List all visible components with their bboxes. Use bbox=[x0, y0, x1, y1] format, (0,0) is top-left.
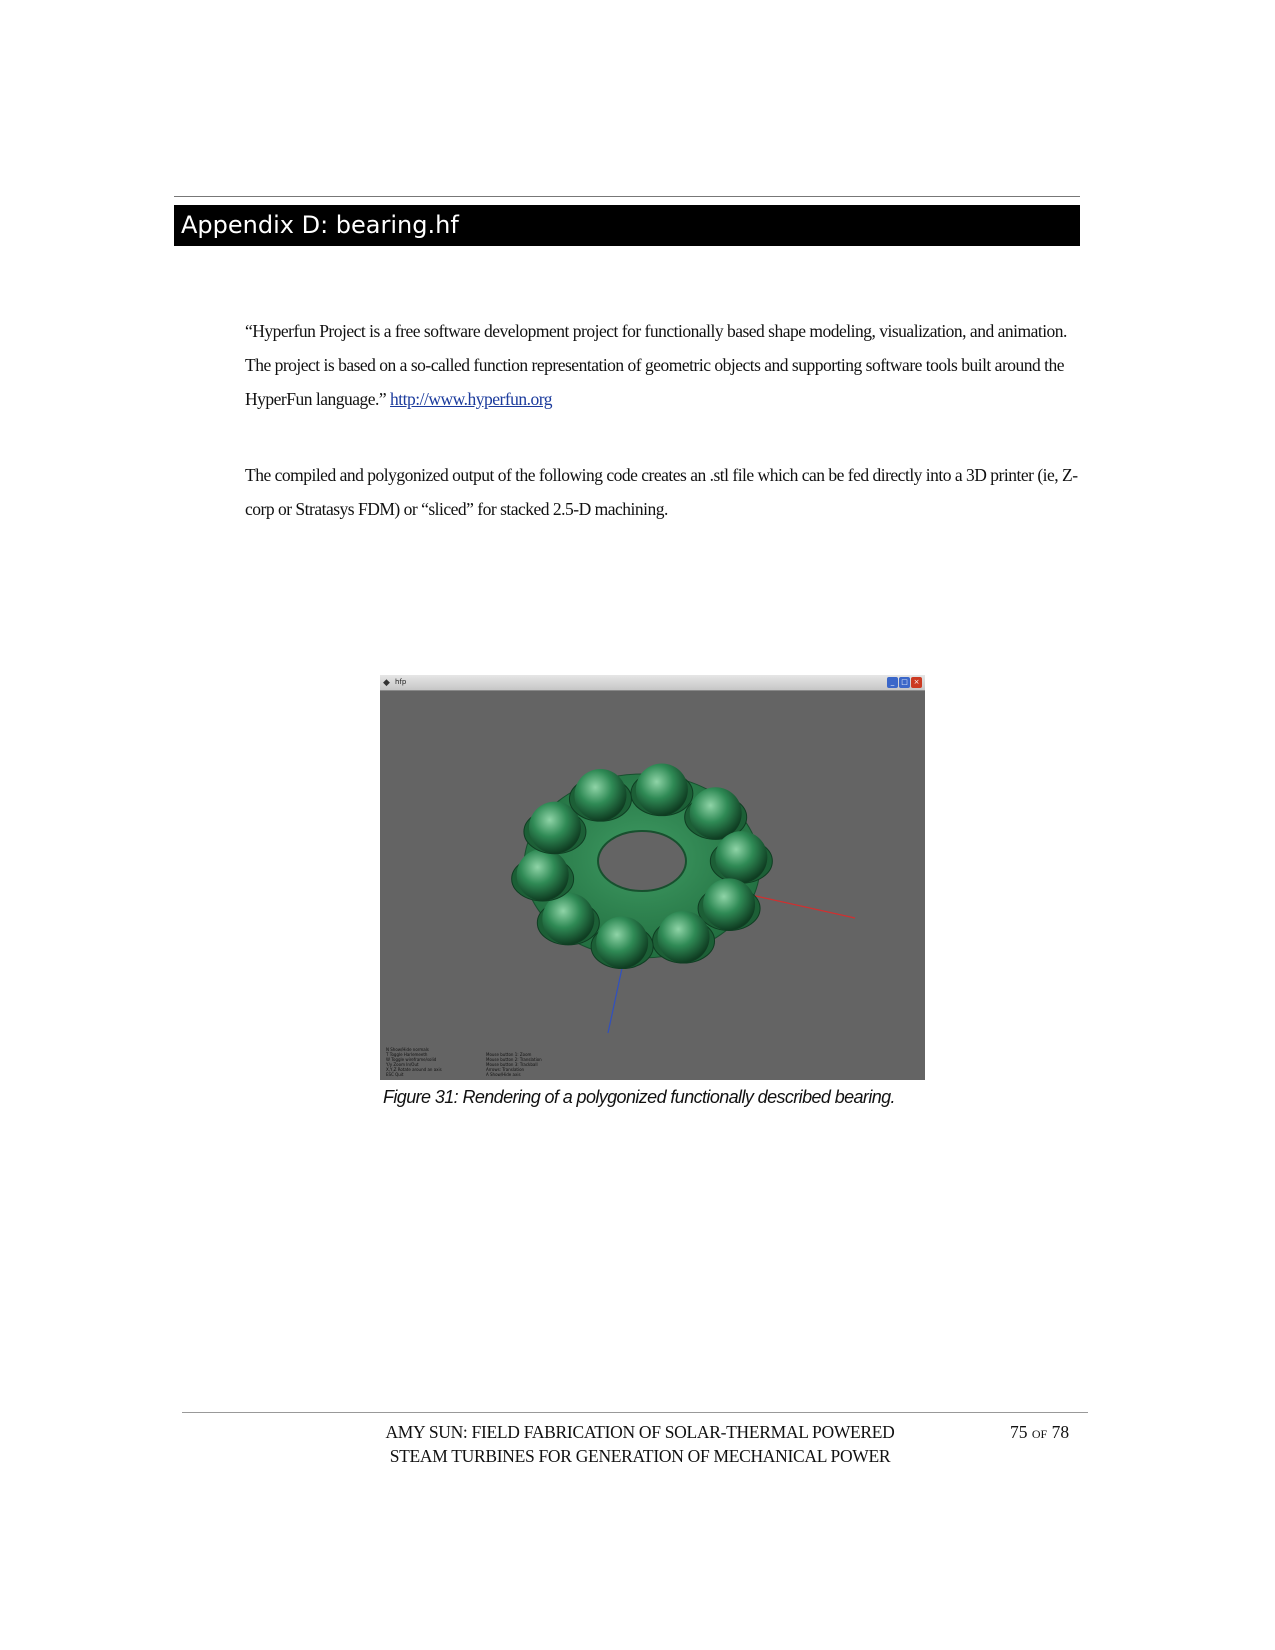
mouse-help-legend bbox=[486, 1052, 542, 1077]
legend-line: Arrows: Translation bbox=[486, 1067, 525, 1072]
app-icon: ◆ bbox=[383, 678, 390, 688]
window-title: hfp bbox=[395, 678, 407, 686]
window-controls bbox=[887, 677, 922, 688]
legend-line: ESC Quit bbox=[386, 1072, 404, 1077]
page-of-word: OF bbox=[1031, 1427, 1048, 1441]
hyperfun-link[interactable]: http://www.hyperfun.org bbox=[390, 389, 553, 409]
legend-line: Mouse button 3: Trackball bbox=[486, 1062, 538, 1067]
footer-line-1: AMY SUN: FIELD FABRICATION OF SOLAR-THERMAL POWERED bbox=[385, 1422, 895, 1442]
figure-caption: Figure 31: Rendering of a polygonized functionally described bearing. bbox=[383, 1087, 895, 1107]
bearing-ring-inner-hole bbox=[598, 831, 686, 891]
legend-line: W Toggle wireframe/solid bbox=[386, 1057, 437, 1062]
bearing-ball bbox=[715, 831, 767, 883]
legend-line: Mouse button 2: Translation bbox=[486, 1057, 542, 1062]
close-button[interactable]: × bbox=[911, 677, 922, 688]
bearing-ball bbox=[596, 916, 648, 968]
keyboard-help-legend bbox=[386, 1047, 442, 1077]
bottom-rule bbox=[182, 1412, 1088, 1413]
legend-line: Mouse button 1: Zoom bbox=[486, 1052, 532, 1057]
stl-output-paragraph: The compiled and polygonized output of the following code creates an .stl file which can be fed directly into a 3D printer (ie, Z-corp or Stratasys FDM) or “sliced” for stacked 2.5-D machining. bbox=[245, 465, 1078, 519]
window-titlebar bbox=[380, 675, 925, 691]
legend-line: Y/y Zoom In/Out bbox=[386, 1062, 419, 1067]
quote-text: “Hyperfun Project is a free software development project for functionally based shape modeling, visualization, and animation. The project is based on a so-called function representation of geometric objects and supporting software tools built around the HyperFun language.” bbox=[245, 321, 1067, 409]
footer-title bbox=[300, 1420, 980, 1468]
bearing-render-canvas[interactable] bbox=[380, 691, 925, 1080]
legend-line: X,Y,Z Rotate around an axis bbox=[386, 1067, 442, 1072]
page-total: 78 bbox=[1051, 1422, 1070, 1442]
bearing-ball bbox=[703, 878, 755, 930]
hfp-render-window bbox=[380, 675, 925, 1080]
bearing-model bbox=[512, 764, 773, 969]
bearing-ball bbox=[636, 764, 688, 816]
bearing-ball bbox=[658, 911, 710, 963]
section-banner: Appendix D: bearing.hf bbox=[174, 205, 1080, 246]
page-number bbox=[1010, 1420, 1069, 1446]
bearing-ball bbox=[574, 769, 626, 821]
bearing-ball bbox=[690, 787, 742, 839]
hyperfun-quote-paragraph bbox=[245, 314, 1085, 416]
legend-line: N Show/Hide normals bbox=[386, 1047, 429, 1052]
minimize-button[interactable]: _ bbox=[887, 677, 898, 688]
page-current: 75 bbox=[1010, 1422, 1028, 1442]
legend-line: T Toggle Harlemeeth bbox=[386, 1052, 428, 1057]
legend-line: A Show/Hide axis bbox=[486, 1072, 521, 1077]
footer-line-2: STEAM TURBINES FOR GENERATION OF MECHANICAL POWER bbox=[389, 1446, 891, 1466]
top-rule bbox=[174, 196, 1080, 197]
maximize-button[interactable]: □ bbox=[899, 677, 910, 688]
bearing-ball bbox=[517, 849, 569, 901]
